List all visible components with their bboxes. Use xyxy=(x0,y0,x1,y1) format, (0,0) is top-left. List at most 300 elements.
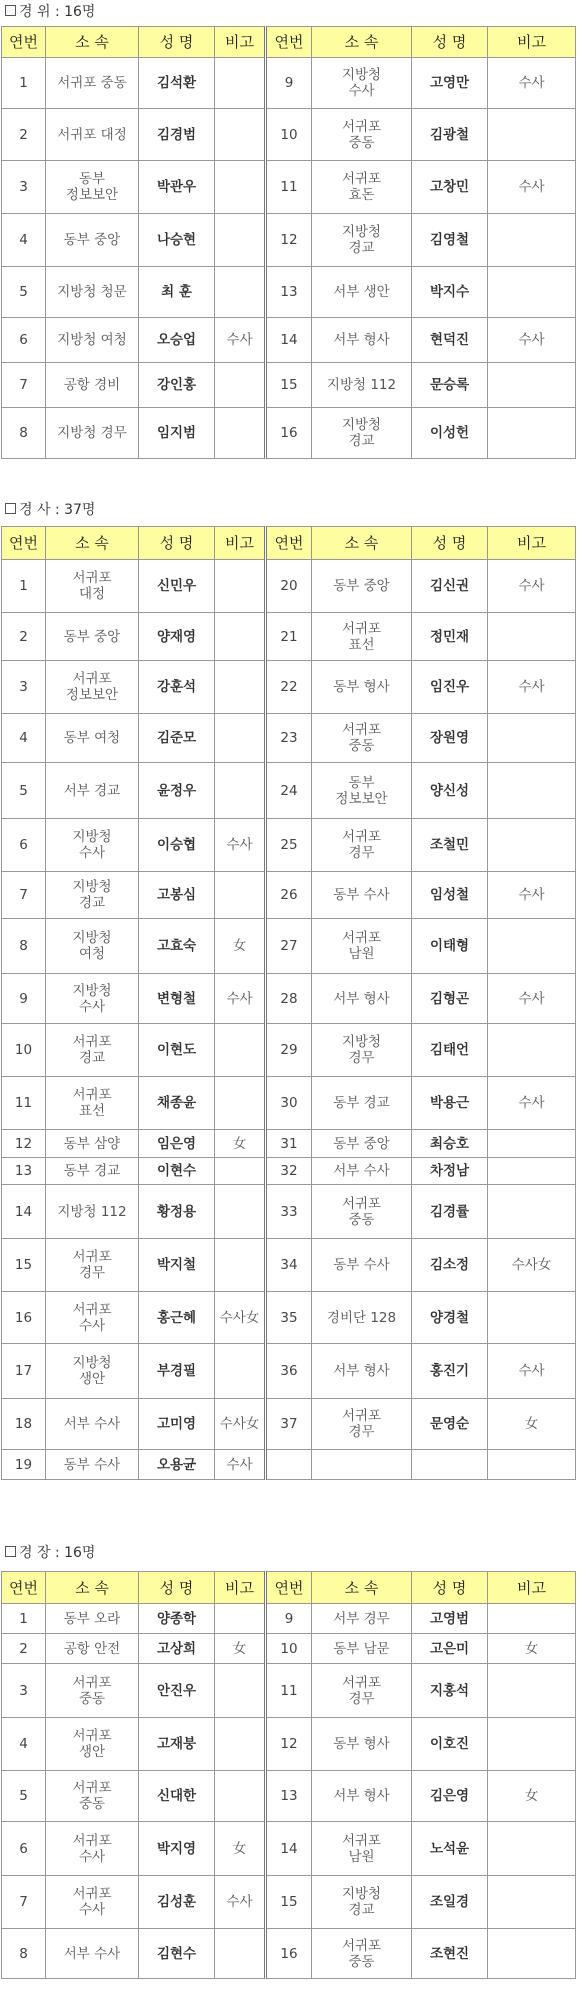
unit-cell: 동부 정보보안 xyxy=(312,763,412,819)
column-header: 비고 xyxy=(215,527,266,560)
serial-number-cell: 6 xyxy=(2,1822,46,1876)
table-row xyxy=(2,1771,576,1822)
note-cell xyxy=(215,1718,266,1771)
serial-number-cell: 11 xyxy=(266,161,312,214)
note-cell xyxy=(488,363,576,408)
name-cell: 고재붕 xyxy=(139,1718,215,1771)
table-row xyxy=(2,1929,576,1979)
unit-cell: 동부 정보보안 xyxy=(46,161,139,214)
square-bullet-icon xyxy=(5,1546,16,1557)
unit-cell: 서귀포 중동 xyxy=(46,1771,139,1822)
unit-cell: 서귀포 수사 xyxy=(46,1876,139,1929)
name-cell: 문승록 xyxy=(412,363,488,408)
name-cell: 김소정 xyxy=(412,1239,488,1292)
serial-number-cell: 5 xyxy=(2,763,46,819)
name-cell: 박지영 xyxy=(139,1822,215,1876)
column-header: 연번 xyxy=(2,527,46,560)
note-cell: 수사 xyxy=(215,318,266,363)
note-cell xyxy=(488,1718,576,1771)
table-row xyxy=(2,1185,576,1239)
square-bullet-icon xyxy=(5,503,16,514)
unit-cell xyxy=(312,1450,412,1480)
note-cell xyxy=(215,1185,266,1239)
table-row xyxy=(2,267,576,318)
note-cell xyxy=(215,161,266,214)
serial-number-cell: 1 xyxy=(2,58,46,109)
name-cell: 현덕진 xyxy=(412,318,488,363)
column-header: 연번 xyxy=(266,1572,312,1604)
serial-number-cell: 13 xyxy=(2,1158,46,1185)
unit-cell: 동부 수사 xyxy=(312,872,412,919)
name-cell: 이현수 xyxy=(139,1158,215,1185)
name-cell: 오용균 xyxy=(139,1450,215,1480)
name-cell: 박관우 xyxy=(139,161,215,214)
name-cell: 조현진 xyxy=(412,1929,488,1979)
unit-cell: 서귀포 경무 xyxy=(46,1239,139,1292)
table-row xyxy=(2,58,576,109)
serial-number-cell: 9 xyxy=(266,1604,312,1634)
unit-cell: 서귀포 경무 xyxy=(312,1399,412,1450)
table-row xyxy=(2,1130,576,1158)
name-cell: 나승현 xyxy=(139,214,215,267)
serial-number-cell: 4 xyxy=(2,714,46,763)
table-row xyxy=(2,1822,576,1876)
note-cell xyxy=(488,1185,576,1239)
note-cell: 女 xyxy=(215,1634,266,1664)
unit-cell: 서귀포 표선 xyxy=(46,1077,139,1130)
serial-number-cell: 34 xyxy=(266,1239,312,1292)
section-heading xyxy=(5,501,95,519)
unit-cell: 서부 수사 xyxy=(312,1158,412,1185)
name-cell: 부경필 xyxy=(139,1344,215,1399)
serial-number-cell: 27 xyxy=(266,919,312,974)
serial-number-cell: 4 xyxy=(2,214,46,267)
table-row xyxy=(2,1876,576,1929)
table-row xyxy=(2,318,576,363)
column-header: 소 속 xyxy=(46,527,139,560)
column-header: 연번 xyxy=(2,1572,46,1604)
name-cell: 고효숙 xyxy=(139,919,215,974)
note-cell xyxy=(488,267,576,318)
name-cell: 최승호 xyxy=(412,1130,488,1158)
unit-cell: 서귀포 효돈 xyxy=(312,161,412,214)
section-title: 경 위 : 16명 xyxy=(19,4,96,20)
section-title: 경 장 : 16명 xyxy=(19,1545,96,1561)
serial-number-cell: 14 xyxy=(266,1822,312,1876)
table-row xyxy=(2,214,576,267)
table-row xyxy=(2,613,576,661)
name-cell: 고상희 xyxy=(139,1634,215,1664)
unit-cell: 지방청 경교 xyxy=(46,872,139,919)
serial-number-cell: 17 xyxy=(2,1344,46,1399)
name-cell: 양종학 xyxy=(139,1604,215,1634)
unit-cell: 지방청 112 xyxy=(312,363,412,408)
note-cell xyxy=(215,363,266,408)
note-cell xyxy=(215,58,266,109)
note-cell xyxy=(488,1604,576,1634)
serial-number-cell: 3 xyxy=(2,1664,46,1718)
serial-number-cell: 12 xyxy=(266,1718,312,1771)
unit-cell: 동부 여청 xyxy=(46,714,139,763)
serial-number-cell: 33 xyxy=(266,1185,312,1239)
name-cell: 임진우 xyxy=(412,661,488,714)
name-cell: 문영순 xyxy=(412,1399,488,1450)
unit-cell: 동부 남문 xyxy=(312,1634,412,1664)
note-cell xyxy=(488,1292,576,1344)
unit-cell: 동부 삼양 xyxy=(46,1130,139,1158)
column-header: 성 명 xyxy=(412,27,488,58)
unit-cell: 지방청 수사 xyxy=(312,58,412,109)
serial-number-cell: 10 xyxy=(266,1634,312,1664)
unit-cell: 동부 형사 xyxy=(312,661,412,714)
serial-number-cell: 35 xyxy=(266,1292,312,1344)
column-header: 연번 xyxy=(266,27,312,58)
note-cell xyxy=(215,1024,266,1077)
serial-number-cell: 2 xyxy=(2,613,46,661)
serial-number-cell: 12 xyxy=(266,214,312,267)
table-row xyxy=(2,1077,576,1130)
table-row xyxy=(2,161,576,214)
serial-number-cell: 18 xyxy=(2,1399,46,1450)
note-cell xyxy=(488,919,576,974)
unit-cell: 지방청 경무 xyxy=(312,1024,412,1077)
serial-number-cell: 1 xyxy=(2,1604,46,1634)
serial-number-cell: 10 xyxy=(2,1024,46,1077)
note-cell xyxy=(488,613,576,661)
serial-number-cell: 11 xyxy=(2,1077,46,1130)
note-cell xyxy=(488,408,576,459)
column-header: 비고 xyxy=(488,27,576,58)
unit-cell: 서귀포 중동 xyxy=(46,58,139,109)
note-cell: 수사 xyxy=(488,560,576,613)
note-cell xyxy=(215,1664,266,1718)
serial-number-cell: 23 xyxy=(266,714,312,763)
unit-cell: 서부 경교 xyxy=(46,763,139,819)
note-cell: 女 xyxy=(215,1130,266,1158)
unit-cell: 지방청 경무 xyxy=(46,408,139,459)
name-cell: 김형곤 xyxy=(412,974,488,1024)
note-cell xyxy=(215,714,266,763)
note-cell: 수사 xyxy=(215,1876,266,1929)
column-header: 비고 xyxy=(215,1572,266,1604)
serial-number-cell: 8 xyxy=(2,408,46,459)
column-header: 비고 xyxy=(488,1572,576,1604)
note-cell: 수사 xyxy=(215,1450,266,1480)
note-cell xyxy=(488,1664,576,1718)
serial-number-cell: 21 xyxy=(266,613,312,661)
serial-number-cell: 15 xyxy=(266,363,312,408)
name-cell: 안진우 xyxy=(139,1664,215,1718)
unit-cell: 서귀포 중동 xyxy=(312,714,412,763)
serial-number-cell: 9 xyxy=(266,58,312,109)
serial-number-cell: 19 xyxy=(2,1450,46,1480)
table-row xyxy=(2,1718,576,1771)
header-row xyxy=(2,1572,576,1604)
name-cell: 이성헌 xyxy=(412,408,488,459)
unit-cell: 서귀포 대정 xyxy=(46,109,139,161)
serial-number-cell: 12 xyxy=(2,1130,46,1158)
serial-number-cell: 8 xyxy=(2,919,46,974)
note-cell xyxy=(488,763,576,819)
table-row xyxy=(2,1024,576,1077)
name-cell: 고영범 xyxy=(412,1604,488,1634)
unit-cell: 동부 경교 xyxy=(312,1077,412,1130)
serial-number-cell: 29 xyxy=(266,1024,312,1077)
serial-number-cell: 13 xyxy=(266,267,312,318)
unit-cell: 서귀포 중동 xyxy=(312,1929,412,1979)
serial-number-cell: 1 xyxy=(2,560,46,613)
note-cell xyxy=(215,661,266,714)
serial-number-cell: 15 xyxy=(2,1239,46,1292)
unit-cell: 동부 중앙 xyxy=(312,1130,412,1158)
serial-number-cell xyxy=(266,1450,312,1480)
table-row xyxy=(2,661,576,714)
table-row xyxy=(2,408,576,459)
unit-cell: 지방청 112 xyxy=(46,1185,139,1239)
serial-number-cell: 16 xyxy=(266,1929,312,1979)
table-row xyxy=(2,1450,576,1480)
unit-cell: 지방청 여청 xyxy=(46,919,139,974)
serial-number-cell: 11 xyxy=(266,1664,312,1718)
unit-cell: 서귀포 남원 xyxy=(312,919,412,974)
name-cell: 임지범 xyxy=(139,408,215,459)
serial-number-cell: 25 xyxy=(266,819,312,872)
table-row xyxy=(2,1399,576,1450)
name-cell: 김준모 xyxy=(139,714,215,763)
note-cell: 女 xyxy=(488,1399,576,1450)
unit-cell: 지방청 여청 xyxy=(46,318,139,363)
name-cell: 신대한 xyxy=(139,1771,215,1822)
note-cell xyxy=(215,613,266,661)
note-cell: 수사 xyxy=(488,1077,576,1130)
column-header: 소 속 xyxy=(312,27,412,58)
name-cell: 김은영 xyxy=(412,1771,488,1822)
note-cell xyxy=(215,1158,266,1185)
note-cell xyxy=(215,560,266,613)
square-bullet-icon xyxy=(5,5,16,16)
name-cell: 김경범 xyxy=(139,109,215,161)
serial-number-cell: 30 xyxy=(266,1077,312,1130)
name-cell: 차정남 xyxy=(412,1158,488,1185)
unit-cell: 서귀포 정보보안 xyxy=(46,661,139,714)
unit-cell: 동부 경교 xyxy=(46,1158,139,1185)
name-cell: 김현수 xyxy=(139,1929,215,1979)
roster-table xyxy=(1,1571,576,1979)
table-row xyxy=(2,872,576,919)
serial-number-cell: 22 xyxy=(266,661,312,714)
column-header: 소 속 xyxy=(312,1572,412,1604)
unit-cell: 서귀포 경무 xyxy=(312,1664,412,1718)
serial-number-cell: 20 xyxy=(266,560,312,613)
unit-cell: 서귀포 경교 xyxy=(46,1024,139,1077)
name-cell: 양경철 xyxy=(412,1292,488,1344)
name-cell: 홍근혜 xyxy=(139,1292,215,1344)
unit-cell: 서귀포 중동 xyxy=(312,109,412,161)
header-row xyxy=(2,27,576,58)
unit-cell: 서귀포 생안 xyxy=(46,1718,139,1771)
name-cell: 윤정우 xyxy=(139,763,215,819)
serial-number-cell: 28 xyxy=(266,974,312,1024)
name-cell: 고미영 xyxy=(139,1399,215,1450)
name-cell: 고봉심 xyxy=(139,872,215,919)
table-row xyxy=(2,109,576,161)
serial-number-cell: 9 xyxy=(2,974,46,1024)
unit-cell: 서귀포 표선 xyxy=(312,613,412,661)
unit-cell: 동부 중앙 xyxy=(46,214,139,267)
note-cell xyxy=(488,819,576,872)
name-cell: 김석환 xyxy=(139,58,215,109)
unit-cell: 서부 형사 xyxy=(312,318,412,363)
note-cell: 女 xyxy=(215,919,266,974)
serial-number-cell: 32 xyxy=(266,1158,312,1185)
serial-number-cell: 7 xyxy=(2,1876,46,1929)
column-header: 소 속 xyxy=(312,527,412,560)
note-cell: 수사 xyxy=(488,872,576,919)
table-row xyxy=(2,1604,576,1634)
serial-number-cell: 36 xyxy=(266,1344,312,1399)
name-cell: 홍진기 xyxy=(412,1344,488,1399)
table-row xyxy=(2,1344,576,1399)
name-cell: 황정용 xyxy=(139,1185,215,1239)
note-cell xyxy=(488,109,576,161)
name-cell: 오승업 xyxy=(139,318,215,363)
name-cell: 이태형 xyxy=(412,919,488,974)
serial-number-cell: 37 xyxy=(266,1399,312,1450)
unit-cell: 서귀포 중동 xyxy=(312,1185,412,1239)
unit-cell: 서부 수사 xyxy=(46,1929,139,1979)
table-row xyxy=(2,1664,576,1718)
serial-number-cell: 2 xyxy=(2,109,46,161)
name-cell: 고창민 xyxy=(412,161,488,214)
note-cell xyxy=(215,1771,266,1822)
note-cell xyxy=(215,1077,266,1130)
name-cell: 이호진 xyxy=(412,1718,488,1771)
note-cell xyxy=(488,1929,576,1979)
serial-number-cell: 14 xyxy=(266,318,312,363)
unit-cell: 지방청 경교 xyxy=(312,1876,412,1929)
unit-cell: 동부 형사 xyxy=(312,1718,412,1771)
note-cell: 수사女 xyxy=(215,1399,266,1450)
unit-cell: 공항 경비 xyxy=(46,363,139,408)
table-row xyxy=(2,714,576,763)
serial-number-cell: 26 xyxy=(266,872,312,919)
unit-cell: 지방청 경교 xyxy=(312,214,412,267)
serial-number-cell: 16 xyxy=(2,1292,46,1344)
note-cell xyxy=(215,109,266,161)
serial-number-cell: 13 xyxy=(266,1771,312,1822)
note-cell: 수사 xyxy=(488,161,576,214)
name-cell xyxy=(412,1450,488,1480)
name-cell: 양재영 xyxy=(139,613,215,661)
name-cell: 조철민 xyxy=(412,819,488,872)
section-heading xyxy=(5,1544,95,1562)
name-cell: 김경률 xyxy=(412,1185,488,1239)
column-header: 비고 xyxy=(488,527,576,560)
serial-number-cell: 16 xyxy=(266,408,312,459)
name-cell: 강훈석 xyxy=(139,661,215,714)
note-cell: 수사女 xyxy=(215,1292,266,1344)
note-cell xyxy=(488,1024,576,1077)
table-row xyxy=(2,363,576,408)
name-cell: 신민우 xyxy=(139,560,215,613)
unit-cell: 공항 안전 xyxy=(46,1634,139,1664)
table-row xyxy=(2,1634,576,1664)
note-cell xyxy=(215,1604,266,1634)
name-cell: 노석윤 xyxy=(412,1822,488,1876)
note-cell xyxy=(215,763,266,819)
name-cell: 박용근 xyxy=(412,1077,488,1130)
column-header: 성 명 xyxy=(412,527,488,560)
note-cell: 수사女 xyxy=(488,1239,576,1292)
name-cell: 김신권 xyxy=(412,560,488,613)
note-cell xyxy=(488,1822,576,1876)
section-title: 경 사 : 37명 xyxy=(19,502,96,518)
note-cell xyxy=(215,1239,266,1292)
serial-number-cell: 24 xyxy=(266,763,312,819)
note-cell xyxy=(215,214,266,267)
serial-number-cell: 10 xyxy=(266,109,312,161)
name-cell: 김성훈 xyxy=(139,1876,215,1929)
name-cell: 정민재 xyxy=(412,613,488,661)
section-heading xyxy=(5,3,95,21)
name-cell: 김태언 xyxy=(412,1024,488,1077)
name-cell: 강인홍 xyxy=(139,363,215,408)
unit-cell: 서귀포 수사 xyxy=(46,1822,139,1876)
serial-number-cell: 4 xyxy=(2,1718,46,1771)
table-row xyxy=(2,974,576,1024)
table-row xyxy=(2,560,576,613)
table-row xyxy=(2,1239,576,1292)
table-row xyxy=(2,1158,576,1185)
name-cell: 채종윤 xyxy=(139,1077,215,1130)
serial-number-cell: 6 xyxy=(2,819,46,872)
table-row xyxy=(2,919,576,974)
note-cell xyxy=(488,1876,576,1929)
name-cell: 김영철 xyxy=(412,214,488,267)
name-cell: 지홍석 xyxy=(412,1664,488,1718)
note-cell xyxy=(488,214,576,267)
serial-number-cell: 31 xyxy=(266,1130,312,1158)
note-cell xyxy=(488,1130,576,1158)
header-row xyxy=(2,527,576,560)
column-header: 소 속 xyxy=(46,27,139,58)
unit-cell: 서귀포 남원 xyxy=(312,1822,412,1876)
name-cell: 조일경 xyxy=(412,1876,488,1929)
serial-number-cell: 3 xyxy=(2,161,46,214)
unit-cell: 지방청 경교 xyxy=(312,408,412,459)
unit-cell: 지방청 청문 xyxy=(46,267,139,318)
note-cell: 수사 xyxy=(215,974,266,1024)
table-row xyxy=(2,1292,576,1344)
table-row xyxy=(2,819,576,872)
note-cell xyxy=(488,1158,576,1185)
note-cell xyxy=(215,872,266,919)
serial-number-cell: 7 xyxy=(2,363,46,408)
unit-cell: 서부 경무 xyxy=(312,1604,412,1634)
name-cell: 장원영 xyxy=(412,714,488,763)
serial-number-cell: 8 xyxy=(2,1929,46,1979)
unit-cell: 동부 수사 xyxy=(46,1450,139,1480)
column-header: 연번 xyxy=(2,27,46,58)
name-cell: 고은미 xyxy=(412,1634,488,1664)
column-header: 성 명 xyxy=(139,27,215,58)
note-cell: 수사 xyxy=(488,974,576,1024)
note-cell xyxy=(215,1929,266,1979)
name-cell: 임성철 xyxy=(412,872,488,919)
unit-cell: 서부 형사 xyxy=(312,1771,412,1822)
note-cell xyxy=(215,267,266,318)
serial-number-cell: 2 xyxy=(2,1634,46,1664)
